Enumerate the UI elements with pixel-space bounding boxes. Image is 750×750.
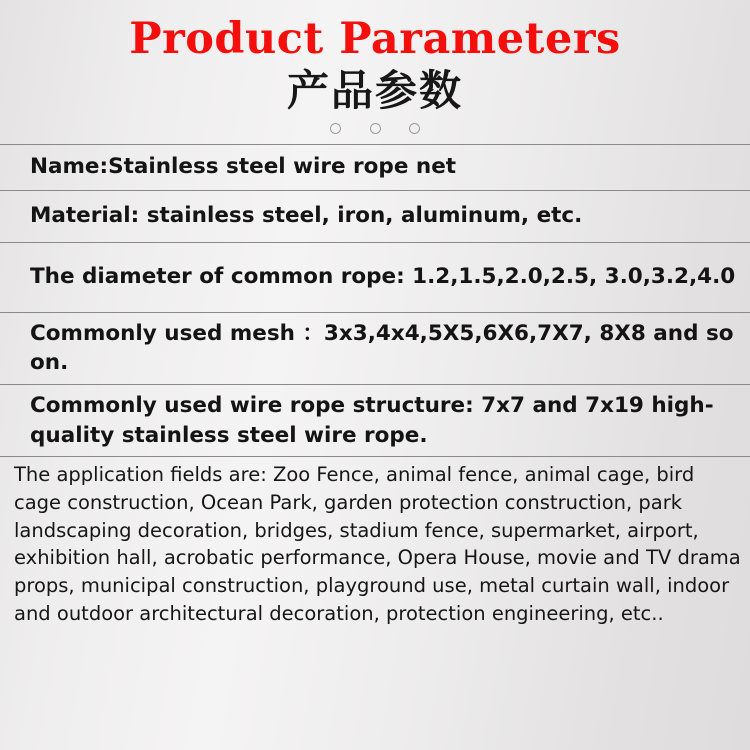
parameter-row-diameter <box>0 242 750 312</box>
parameter-text-structure: Commonly used wire rope structure: 7x7 and 7x19 high-quality stainless steel wire rope. <box>30 392 714 448</box>
parameter-row-structure <box>0 384 750 456</box>
circle-icon <box>330 123 341 134</box>
application-fields-text: The application fields are: Zoo Fence, animal fence, animal cage, bird cage construction, Ocean Park, garden protection construction, park landscaping decoration, bridges, stadium fence, supermarket, airport, exhibition hall, acrobatic performance, Opera House, movie and TV drama props, municipal construction, playground use, metal curtain wall, indoor and outdoor architectural decoration, protection engineering, etc.. <box>14 463 741 625</box>
parameter-row-material <box>0 190 750 242</box>
parameter-text-mesh: Commonly used mesh ：3x3,4x4,5X5,6X6,7X7, 8X8 and so on. <box>30 320 734 376</box>
parameter-row-mesh <box>0 312 750 384</box>
title-block <box>0 0 750 134</box>
page-title-chinese: 产品参数 <box>286 66 463 116</box>
parameter-text-material: Material: stainless steel, iron, aluminum, etc. <box>30 203 583 229</box>
parameters-list <box>0 144 750 634</box>
parameter-row-name <box>0 144 750 190</box>
decorative-dots <box>330 123 420 134</box>
circle-icon <box>370 123 381 134</box>
application-fields-row <box>0 456 750 633</box>
page-title-english: Product Parameters <box>129 14 621 64</box>
parameter-text-diameter: The diameter of common rope: 1.2,1.5,2.0,2.5, 3.0,3.2,4.0 <box>30 264 736 290</box>
circle-icon <box>409 123 420 134</box>
parameter-text-name: Name:Stainless steel wire rope net <box>30 154 457 180</box>
